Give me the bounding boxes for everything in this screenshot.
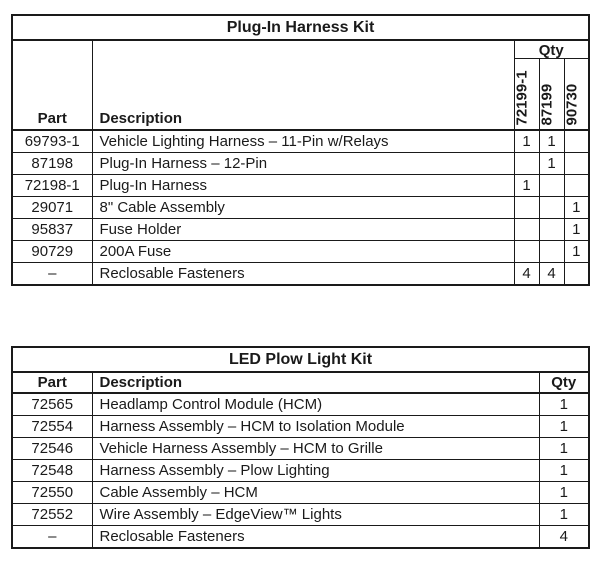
part-cell: 72565 xyxy=(12,393,92,416)
qty-cell: 1 xyxy=(539,438,589,460)
table-row xyxy=(12,393,589,416)
qty-cell xyxy=(514,197,539,219)
qty-cell xyxy=(539,241,564,263)
qty-cell xyxy=(564,175,589,197)
part-header: Part xyxy=(12,372,92,393)
table-row xyxy=(12,526,589,549)
part-cell: 72554 xyxy=(12,416,92,438)
table-row xyxy=(12,197,589,219)
qty-cell xyxy=(564,153,589,175)
description-cell: Plug-In Harness – 12-Pin xyxy=(92,153,514,175)
qty-cell xyxy=(539,219,564,241)
qty-cell: 4 xyxy=(539,526,589,549)
description-cell: Fuse Holder xyxy=(92,219,514,241)
part-cell: 95837 xyxy=(12,219,92,241)
description-cell: Reclosable Fasteners xyxy=(92,263,514,286)
part-cell: 72198-1 xyxy=(12,175,92,197)
qty-cell: 1 xyxy=(514,175,539,197)
kit-column-header: 72199-1 xyxy=(514,59,539,131)
table-row xyxy=(12,153,589,175)
table-row xyxy=(12,438,589,460)
table-row xyxy=(12,460,589,482)
qty-cell xyxy=(539,175,564,197)
qty-cell xyxy=(564,130,589,153)
description-cell: Harness Assembly – HCM to Isolation Module xyxy=(92,416,539,438)
qty-cell: 1 xyxy=(564,241,589,263)
description-cell: Vehicle Lighting Harness – 11-Pin w/Relays xyxy=(92,130,514,153)
description-cell: Harness Assembly – Plow Lighting xyxy=(92,460,539,482)
description-cell: Wire Assembly – EdgeView™ Lights xyxy=(92,504,539,526)
table-row xyxy=(12,175,589,197)
led-plow-light-kit-table xyxy=(11,346,590,549)
qty-cell: 1 xyxy=(539,460,589,482)
description-header: Description xyxy=(92,40,514,130)
table-row xyxy=(12,416,589,438)
table-row xyxy=(12,482,589,504)
part-cell: – xyxy=(12,263,92,286)
part-header: Part xyxy=(12,40,92,130)
description-cell: Headlamp Control Module (HCM) xyxy=(92,393,539,416)
qty-cell xyxy=(514,153,539,175)
description-cell: Cable Assembly – HCM xyxy=(92,482,539,504)
qty-cell: 1 xyxy=(564,197,589,219)
kit-column-header: 87199 xyxy=(539,59,564,131)
qty-cell: 1 xyxy=(539,504,589,526)
qty-cell xyxy=(564,263,589,286)
plugin-harness-kit-table xyxy=(11,14,590,286)
description-cell: 200A Fuse xyxy=(92,241,514,263)
qty-cell: 1 xyxy=(514,130,539,153)
part-cell: 72548 xyxy=(12,460,92,482)
qty-cell xyxy=(514,241,539,263)
table-title: Plug-In Harness Kit xyxy=(12,15,589,40)
kit-column-header: 90730 xyxy=(564,59,589,131)
part-cell: 29071 xyxy=(12,197,92,219)
qty-header: Qty xyxy=(514,40,589,59)
qty-header: Qty xyxy=(539,372,589,393)
part-cell: 72546 xyxy=(12,438,92,460)
qty-cell: 4 xyxy=(514,263,539,286)
table-row xyxy=(12,263,589,286)
table-row xyxy=(12,219,589,241)
part-cell: – xyxy=(12,526,92,549)
qty-cell xyxy=(514,219,539,241)
qty-cell: 1 xyxy=(539,393,589,416)
description-cell: Vehicle Harness Assembly – HCM to Grille xyxy=(92,438,539,460)
part-cell: 90729 xyxy=(12,241,92,263)
part-cell: 72550 xyxy=(12,482,92,504)
qty-cell: 1 xyxy=(539,153,564,175)
qty-cell: 1 xyxy=(539,482,589,504)
part-cell: 69793-1 xyxy=(12,130,92,153)
part-cell: 87198 xyxy=(12,153,92,175)
qty-cell xyxy=(539,197,564,219)
qty-cell: 4 xyxy=(539,263,564,286)
qty-cell: 1 xyxy=(539,416,589,438)
description-cell: Plug-In Harness xyxy=(92,175,514,197)
description-cell: 8" Cable Assembly xyxy=(92,197,514,219)
part-cell: 72552 xyxy=(12,504,92,526)
description-cell: Reclosable Fasteners xyxy=(92,526,539,549)
qty-cell: 1 xyxy=(564,219,589,241)
qty-cell: 1 xyxy=(539,130,564,153)
table-row xyxy=(12,241,589,263)
table-row xyxy=(12,504,589,526)
description-header: Description xyxy=(92,372,539,393)
table-title: LED Plow Light Kit xyxy=(12,347,589,372)
table-row xyxy=(12,130,589,153)
